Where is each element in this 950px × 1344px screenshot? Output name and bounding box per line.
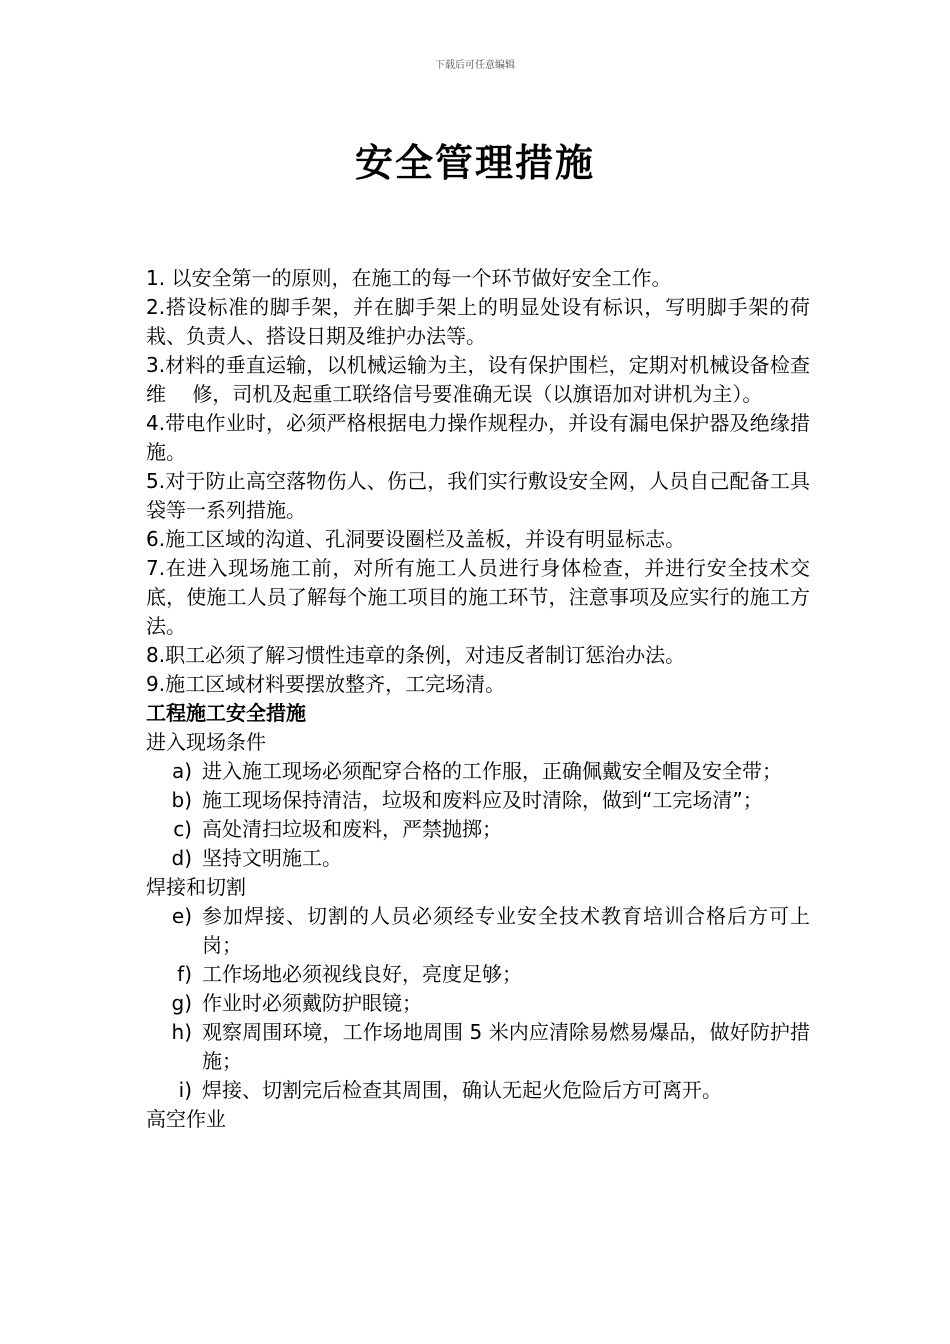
list-item xyxy=(146,1076,810,1105)
list-marker: e) xyxy=(171,904,192,928)
subsection-heading-welding: 焊接和切割 xyxy=(146,875,246,899)
list-marker: f) xyxy=(177,962,192,986)
document-body xyxy=(146,264,810,1134)
list-marker: b) xyxy=(171,788,192,812)
list-text: 焊接、切割完后检查其周围，确认无起火危险后方可离开。 xyxy=(202,1078,722,1102)
measure-item: 4.带电作业时，必须严格根据电力操作规程办，并设有漏电保护器及绝缘措施。 xyxy=(146,411,810,464)
subsection-heading-entry: 进入现场条件 xyxy=(146,730,266,754)
list-item xyxy=(146,786,810,815)
section-heading: 工程施工安全措施 xyxy=(146,701,306,725)
list-item xyxy=(146,960,810,989)
subsection-heading-high-altitude: 高空作业 xyxy=(146,1107,226,1131)
list-marker: h) xyxy=(171,1020,192,1044)
list-text: 进入施工现场必须配穿合格的工作服，正确佩戴安全帽及安全带； xyxy=(202,759,782,783)
list-text: 施工现场保持清洁，垃圾和废料应及时清除，做到“工完场清”； xyxy=(202,788,763,812)
list-text: 参加焊接、切割的人员必须经专业安全技术教育培训合格后方可上岗； xyxy=(202,904,810,957)
list-text: 工作场地必须视线良好，亮度足够； xyxy=(202,962,522,986)
list-marker: i) xyxy=(178,1078,192,1102)
measure-item: 8.职工必须了解习惯性违章的条例，对违反者制订惩治办法。 xyxy=(146,643,686,667)
measure-item: 9.施工区域材料要摆放整齐，工完场清。 xyxy=(146,672,506,696)
list-item xyxy=(146,1018,810,1076)
list-marker: c) xyxy=(173,817,192,841)
list-item xyxy=(146,815,810,844)
measure-item: 2.搭设标准的脚手架，并在脚手架上的明显处设有标识，写明脚手架的荷栽、负责人、搭设日期及维护办法等。 xyxy=(146,295,810,348)
list-text: 坚持文明施工。 xyxy=(202,846,342,870)
list-marker: g) xyxy=(171,991,192,1015)
list-text: 作业时必须戴防护眼镜； xyxy=(202,991,422,1015)
measure-item: 6.施工区域的沟道、孔洞要设圈栏及盖板，并设有明显标志。 xyxy=(146,527,686,551)
document-title: 安全管理措施 xyxy=(354,140,595,185)
measure-item: 7.在进入现场施工前，对所有施工人员进行身体检查，并进行安全技术交底，使施工人员了解每个施工项目的施工环节，注意事项及应实行的施工方法。 xyxy=(146,556,810,638)
list-marker: d) xyxy=(171,846,192,870)
measure-item: 5.对于防止高空落物伤人、伤己，我们实行敷设安全网，人员自己配备工具袋等一系列措施。 xyxy=(146,469,810,522)
list-text: 观察周围环境，工作场地周围 5 米内应清除易燃易爆品，做好防护措施； xyxy=(202,1020,810,1073)
list-item xyxy=(146,902,810,960)
measure-item: 3.材料的垂直运输，以机械运输为主，设有保护围栏，定期对机械设备检查维 修，司机及起重工联络信号要准确无误（以旗语加对讲机为主）。 xyxy=(146,353,810,406)
page-header-note: 下载后可任意编辑 xyxy=(435,60,515,71)
list-text: 高处清扫垃圾和废料，严禁抛掷； xyxy=(202,817,502,841)
list-item xyxy=(146,989,810,1018)
measure-item: 1. 以安全第一的原则，在施工的每一个环节做好安全工作。 xyxy=(146,266,672,290)
list-item xyxy=(146,757,810,786)
list-item xyxy=(146,844,810,873)
list-marker: a) xyxy=(171,759,192,783)
